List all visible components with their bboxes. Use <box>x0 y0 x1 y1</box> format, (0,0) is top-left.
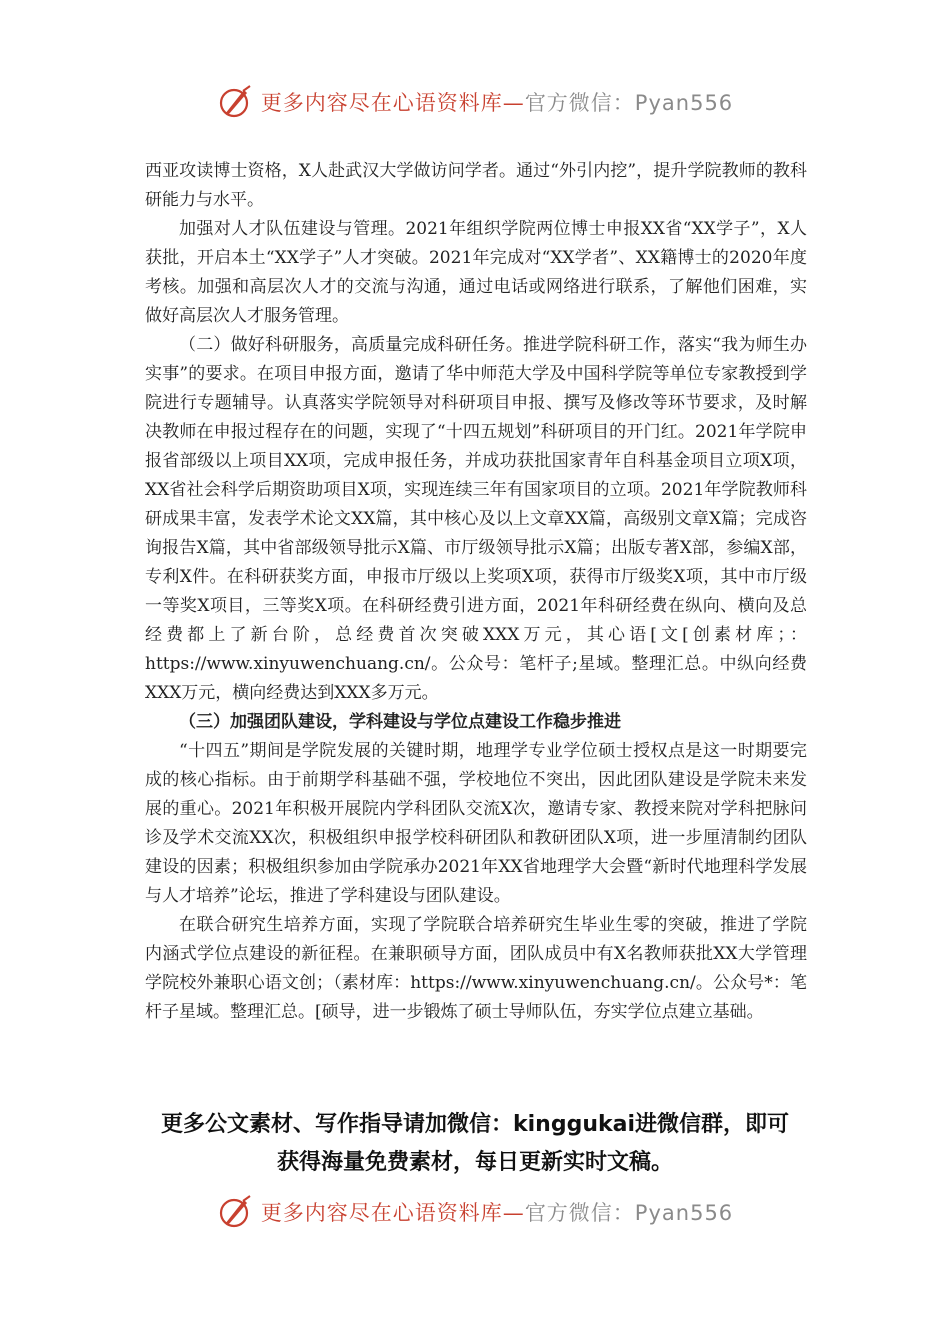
promo-line-1: 更多公文素材、写作指导请加微信：kinggukai进微信群，即可 <box>160 1112 789 1137</box>
quill-logo-icon <box>217 1194 253 1230</box>
banner-text <box>261 1197 733 1227</box>
paragraph: “十四五”期间是学院发展的关键时期，地理学专业学位硕士授权点是这一时期要完成的核心指标。由于前期学科基础不强，学校地位不突出，因此团队建设是学院未来发展的重心。2021年积极开展院内学科团队交流X次，邀请专家、教授来院对学科把脉问诊及学术交流XX次，积极组织申报学校科研团队和教研团队X项，进一步厘清制约团队建设的因素；积极组织参加由学院承办2021年XX省地理学大会暨“新时代地理科学发展与人才培养”论坛，推进了学科建设与团队建设。 <box>145 741 807 906</box>
quill-logo-icon <box>217 84 253 120</box>
section-heading: （三）加强团队建设，学科建设与学位点建设工作稳步推进 <box>179 712 621 732</box>
document-body <box>145 157 807 1027</box>
paragraph: 西亚攻读博士资格，X人赴武汉大学做访问学者。通过“外引内挖”，提升学院教师的教科研能力与水平。 <box>145 161 807 210</box>
banner-main-text: 更多内容尽在心语资料库— <box>260 91 525 115</box>
promo-line-2: 获得海量免费素材，每日更新实时文稿。 <box>276 1150 673 1175</box>
paragraph: 在联合研究生培养方面，实现了学院联合培养研究生毕业生零的突破，推进了学院内涵式学位点建设的新征程。在兼职硕导方面，团队成员中有X名教师获批XX大学管理学院校外兼职心语文创；（素材库：https://www.xinyuwenchuang.cn/。公众号*：笔杆子星域。整理汇总。[硕导，进一步锻炼了硕士导师队伍，夯实学位点建立基础。 <box>145 915 807 1022</box>
paragraph: 加强对人才队伍建设与管理。2021年组织学院两位博士申报XX省“XX学子”，X人获批，开启本土“XX学子”人才突破。2021年完成对“XX学者”、XX籍博士的2020年度考核。加强和高层次人才的交流与沟通，通过电话或网络进行联系，了解他们困难，实做好高层次人才服务管理。 <box>145 219 807 326</box>
promo-notice <box>60 1106 890 1182</box>
banner-text <box>261 87 733 117</box>
banner-main-text: 更多内容尽在心语资料库— <box>260 1201 525 1225</box>
paragraph: （二）做好科研服务，高质量完成科研任务。推进学院科研工作，落实“我为师生办实事”的要求。在项目申报方面，邀请了华中师范大学及中国科学院等单位专家教授到学院进行专题辅导。认真落实学院领导对科研项目申报、撰写及修改等环节要求，及时解决教师在申报过程存在的问题，实现了“十四五规划”科研项目的开门红。2021年学院申报省部级以上项目XX项，完成申报任务，并成功获批国家青年自科基金项目立项X项，XX省社会科学后期资助项目X项，实现连续三年有国家项目的立项。2021年学院教师科研成果丰富，发表学术论文XX篇，其中核心及以上文章XX篇，高级别文章X篇；完成咨询报告X篇，其中省部级领导批示X篇、市厅级领导批示X篇；出版专著X部，参编X部，专利X件。在科研获奖方面，申报市厅级以上奖项X项，获得市厅级奖X项，其中市厅级一等奖X项目，三等奖X项。在科研经费引进方面，2021年科研经费在纵向、横向及总经费都上了新台阶，总经费首次突破XXX万元，其心语[文[创素材库；：https://www.xinyuwenchuang.cn/。公众号：笔杆子;星域。整理汇总。中纵向经费XXX万元，横向经费达到XXX多万元。 <box>145 335 807 703</box>
banner-account-text: 官方微信：Pyan556 <box>524 1201 734 1225</box>
header-banner <box>0 80 950 124</box>
footer-banner <box>0 1190 950 1234</box>
banner-account-text: 官方微信：Pyan556 <box>524 91 734 115</box>
